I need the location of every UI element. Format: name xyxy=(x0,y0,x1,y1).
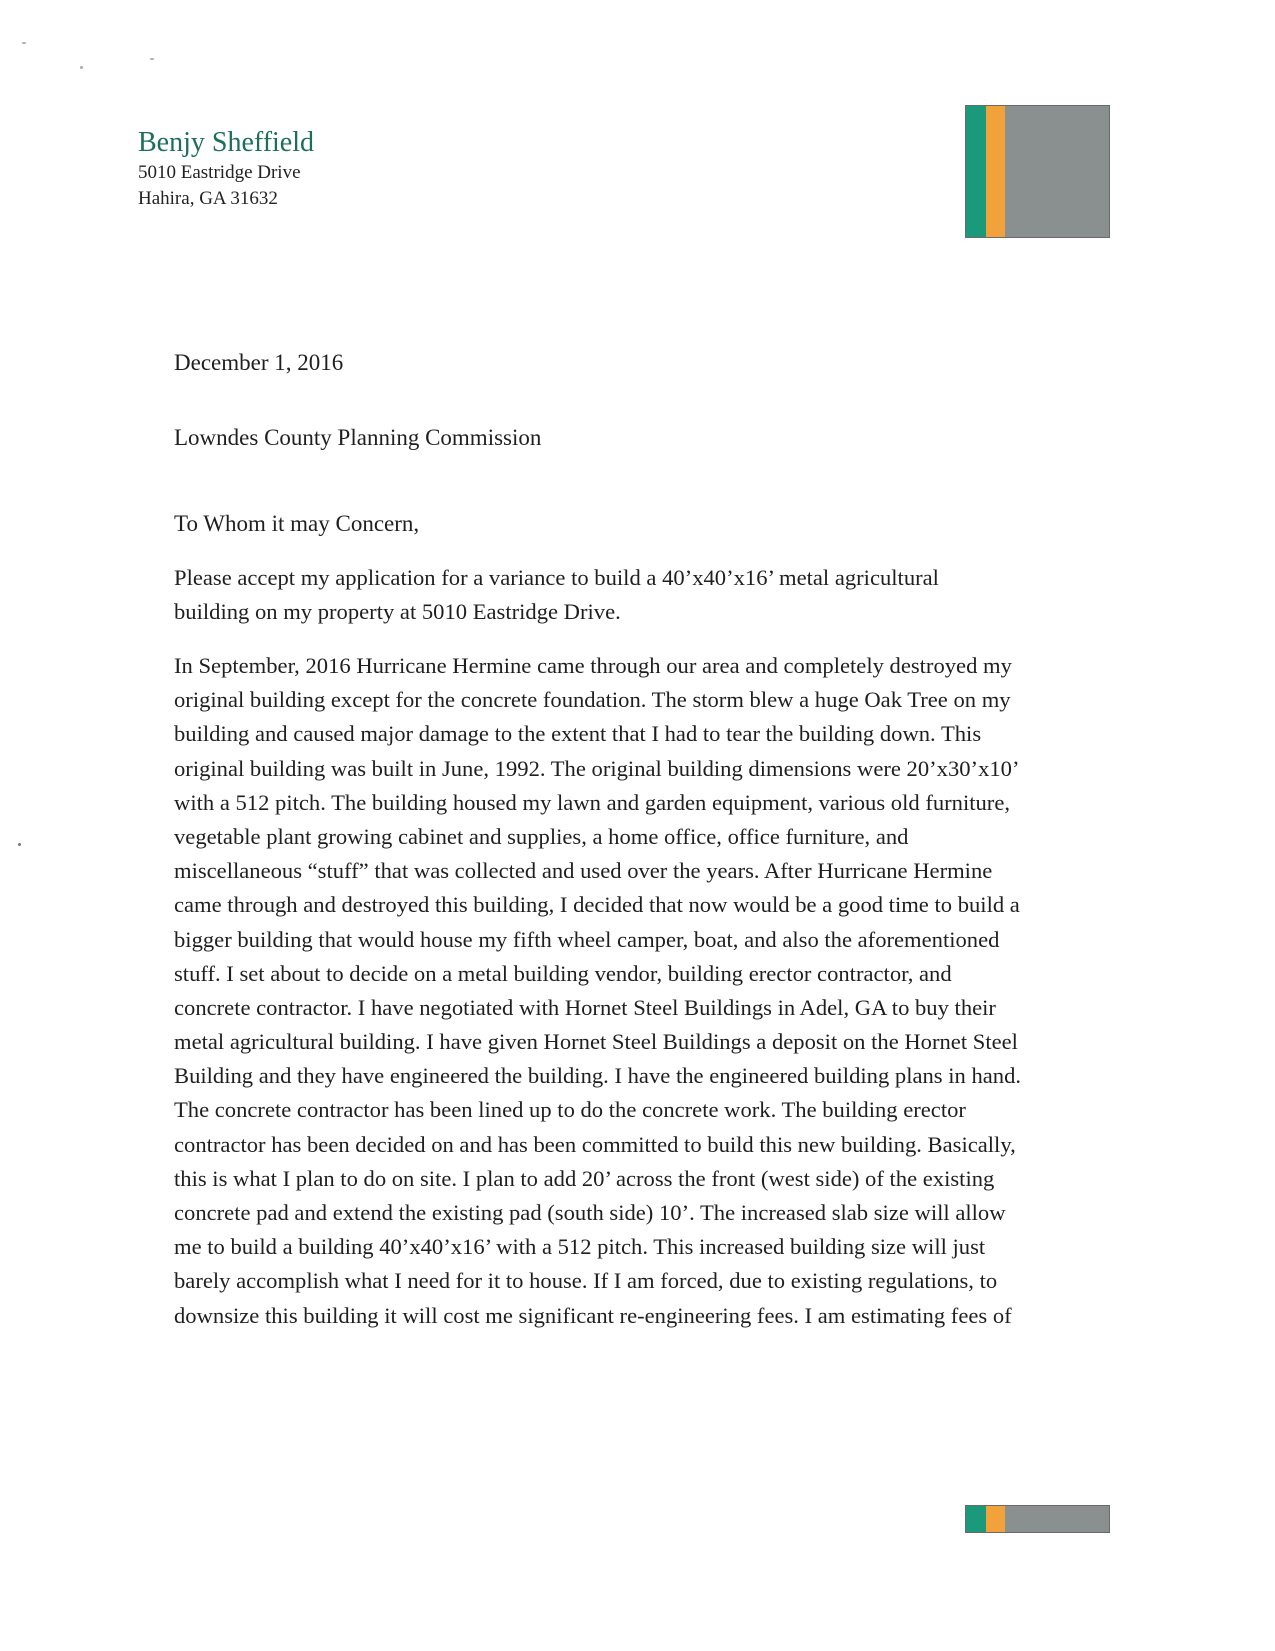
paragraph-line: stuff. I set about to decide on a metal building vendor, building erector contractor, and xyxy=(174,960,952,986)
paragraph-line: bigger building that would house my fifth wheel camper, boat, and also the aforementioned xyxy=(174,926,1000,952)
paragraph-line: building and caused major damage to the extent that I had to tear the building down. This xyxy=(174,721,982,747)
paragraph-line: Building and they have engineered the building. I have the engineered building plans in hand. xyxy=(174,1063,1022,1089)
paragraph-line: came through and destroyed this building, I decided that now would be a good time to build a xyxy=(174,892,1020,918)
sender-address-line-1: 5010 Eastridge Drive xyxy=(138,162,301,183)
sender-name: Benjy Sheffield xyxy=(138,127,315,158)
paragraph-line: this is what I plan to do on site. I plan to add 20’ across the front (west side) of the existing xyxy=(174,1165,995,1191)
paragraph-2 xyxy=(174,649,1021,1333)
paragraph-line: miscellaneous “stuff” that was collected and used over the years. After Hurricane Hermine xyxy=(174,858,993,884)
scan-speck xyxy=(22,42,26,44)
footer-logo xyxy=(965,1505,1110,1533)
paragraph-line: with a 512 pitch. The building housed my lawn and garden equipment, various old furniture, xyxy=(174,789,1011,815)
paragraph-line: original building was built in June, 1992. The original building dimensions were 20’x30’x10’ xyxy=(174,755,1020,781)
paragraph-line: The concrete contractor has been lined up to do the concrete work. The building erector xyxy=(174,1097,966,1123)
logo-orange-stripe xyxy=(986,1506,1005,1532)
scan-speck xyxy=(18,843,21,846)
letter-date: December 1, 2016 xyxy=(174,350,344,375)
paragraph-line: barely accomplish what I need for it to house. If I am forced, due to existing regulations, to xyxy=(174,1268,998,1294)
scan-speck xyxy=(80,66,83,69)
paragraph-line: concrete contractor. I have negotiated with Hornet Steel Buildings in Adel, GA to buy their xyxy=(174,994,996,1020)
recipient: Lowndes County Planning Commission xyxy=(174,425,542,450)
paragraph-line: concrete pad and extend the existing pad (south side) 10’. The increased slab size will allow xyxy=(174,1200,1006,1225)
scan-speck xyxy=(150,58,154,60)
salutation: To Whom it may Concern, xyxy=(174,511,420,536)
logo-gray-block xyxy=(1005,1506,1109,1532)
letterhead xyxy=(138,126,314,212)
paragraph-line: original building except for the concrete foundation. The storm blew a huge Oak Tree on my xyxy=(174,687,1011,713)
paragraph-line: In September, 2016 Hurricane Hermine came through our area and completely destroyed my xyxy=(174,653,1012,678)
logo-gray-block xyxy=(1005,106,1109,237)
paragraph-line: metal agricultural building. I have given Hornet Steel Buildings a deposit on the Hornet Steel xyxy=(174,1029,1018,1055)
logo-orange-stripe xyxy=(986,106,1005,237)
logo-green-stripe xyxy=(966,1506,986,1532)
sender-address-line-2: Hahira, GA 31632 xyxy=(138,188,278,209)
paragraph-line: building on my property at 5010 Eastridge Drive. xyxy=(174,599,621,625)
logo-green-stripe xyxy=(966,106,986,237)
paragraph-1 xyxy=(174,561,939,629)
paragraph-line: downsize this building it will cost me significant re-engineering fees. I am estimating fees of xyxy=(174,1302,1012,1328)
paragraph-line: vegetable plant growing cabinet and supplies, a home office, office furniture, and xyxy=(174,823,909,849)
paragraph-line: contractor has been decided on and has been committed to build this new building. Basically, xyxy=(174,1131,1016,1157)
paragraph-line: me to build a building 40’x40’x16’ with a 512 pitch. This increased building size will just xyxy=(174,1234,986,1260)
letterhead-logo xyxy=(965,105,1110,238)
paragraph-line: Please accept my application for a variance to build a 40’x40’x16’ metal agricultural xyxy=(174,565,939,590)
